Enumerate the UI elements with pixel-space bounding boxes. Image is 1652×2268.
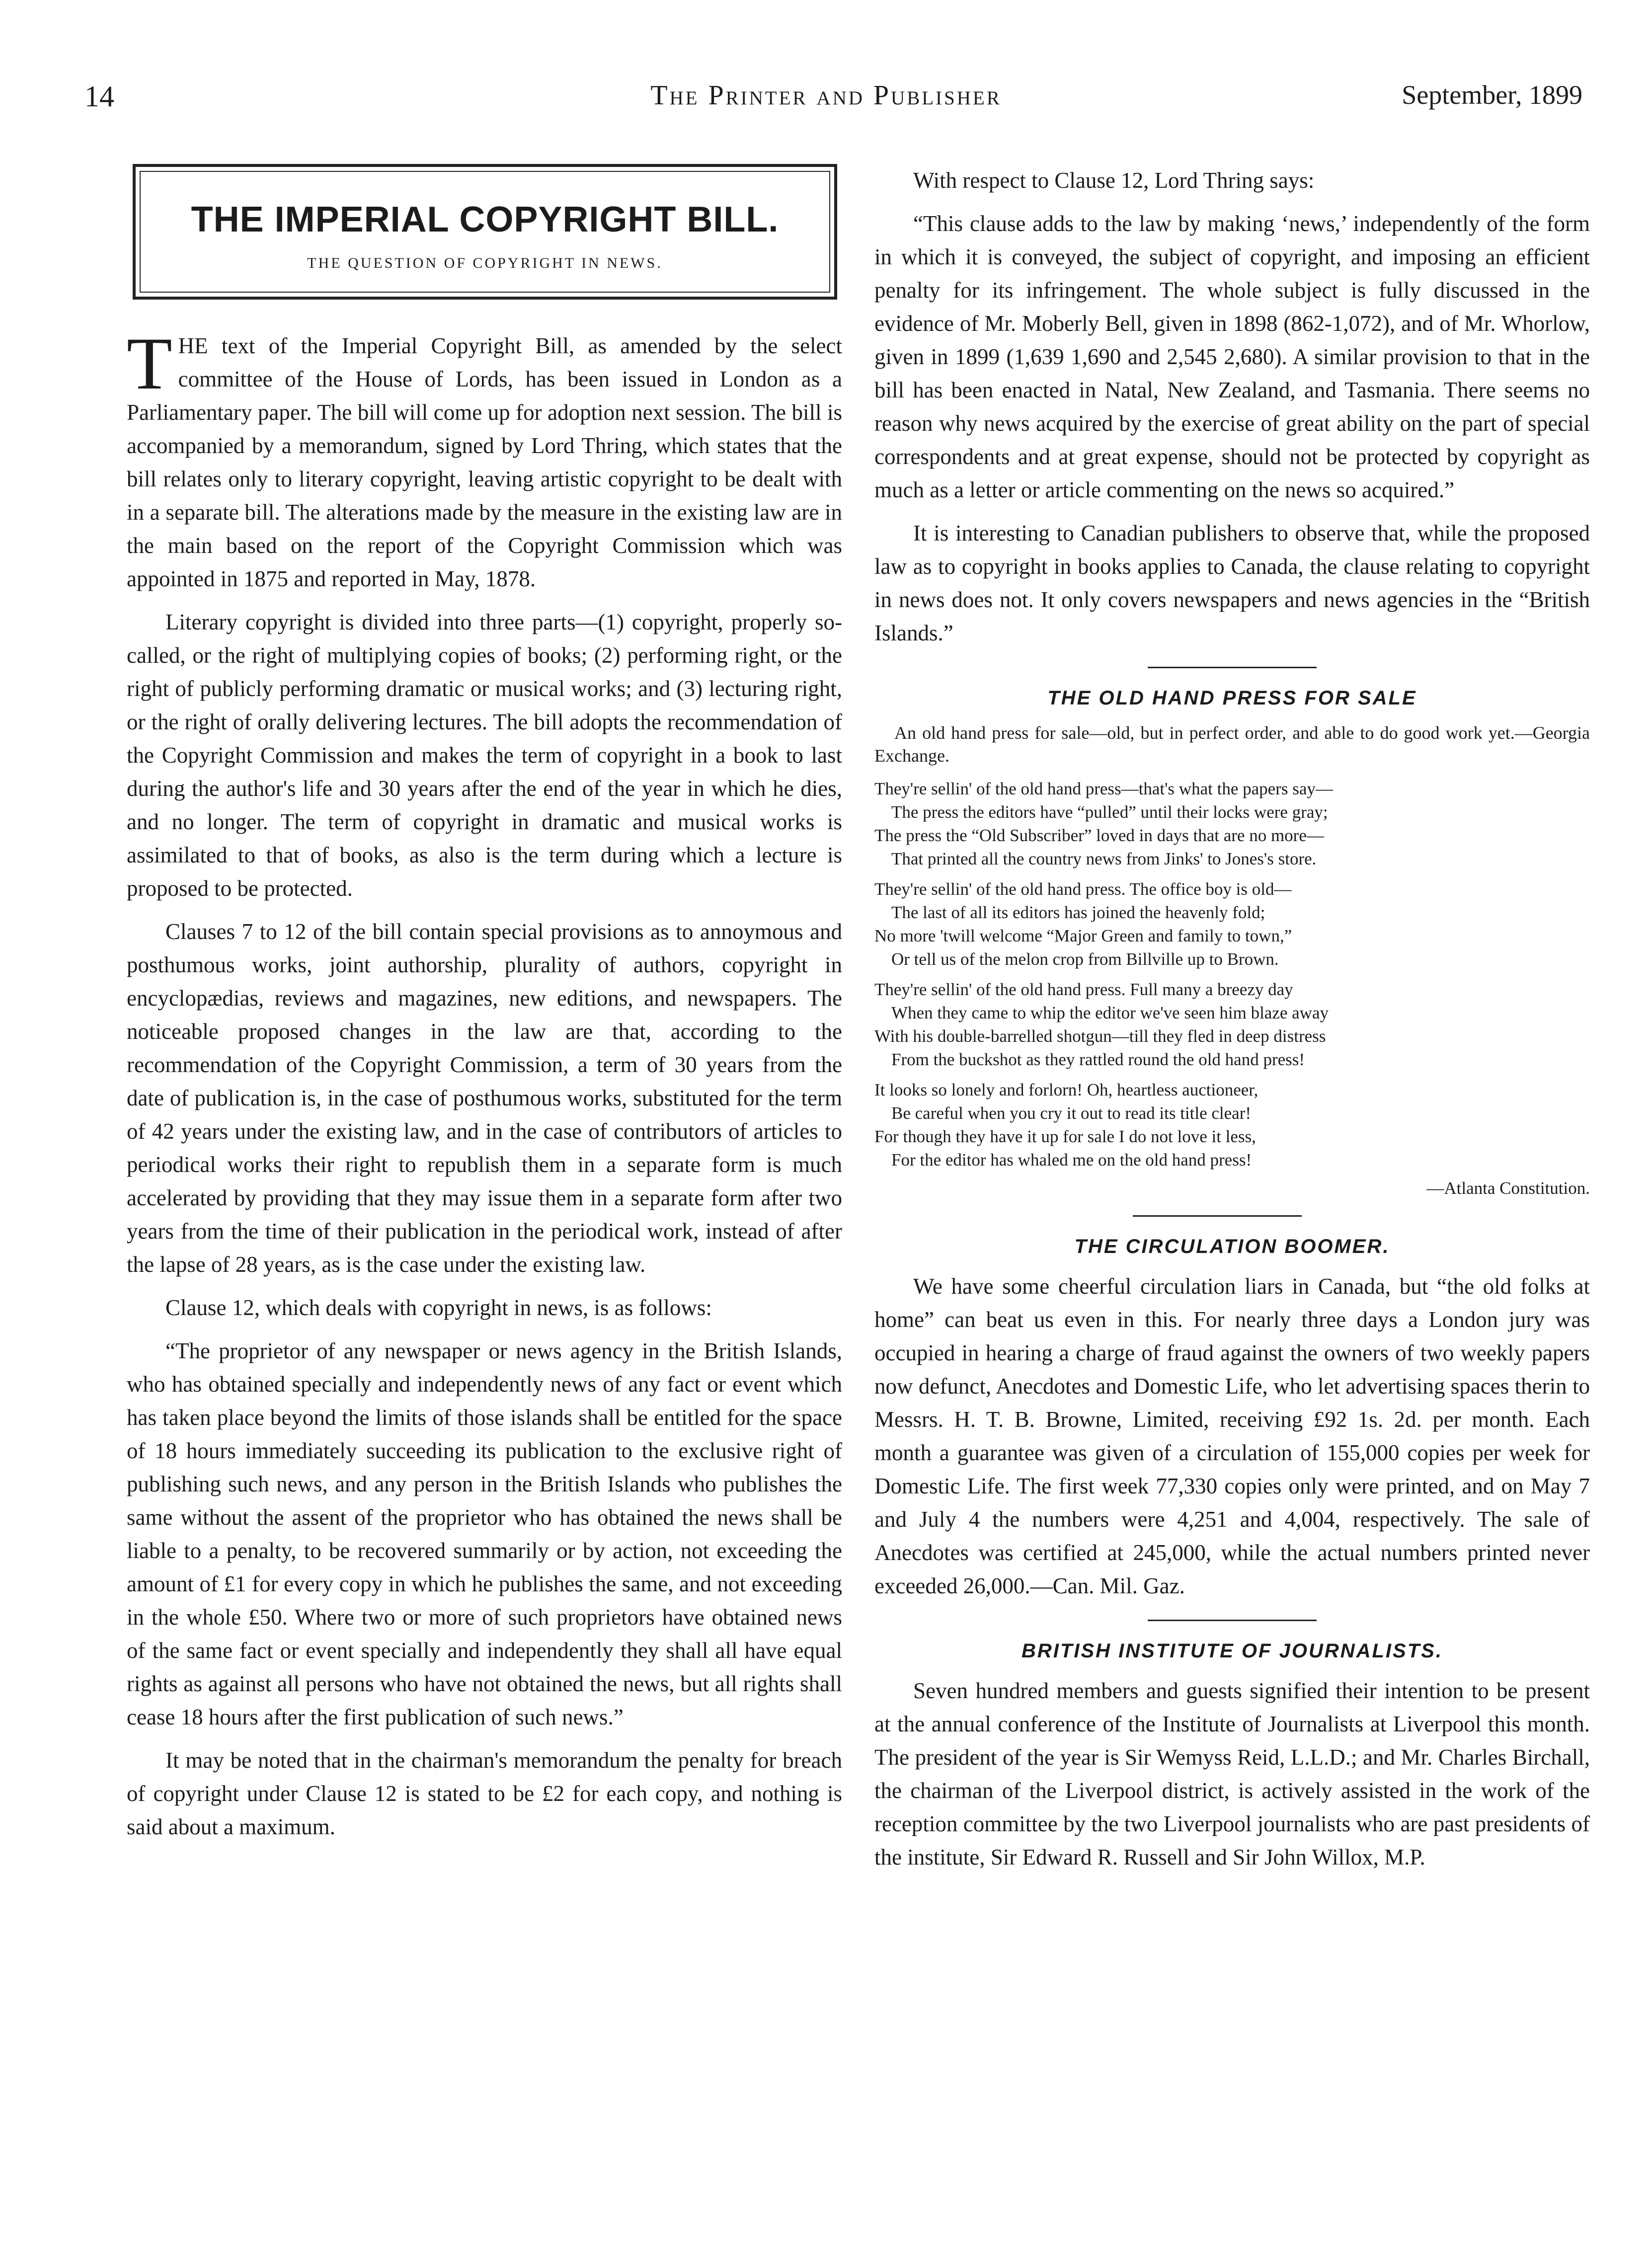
poem-stanza: [874, 877, 1590, 971]
section-divider: [1148, 667, 1317, 668]
circulation-heading: THE CIRCULATION BOOMER.: [1074, 1236, 1390, 1257]
poem-line: They're sellin' of the old hand press. Full many a breezy day: [874, 980, 1293, 999]
poem-line: For though they have it up for sale I do not love it less,: [874, 1127, 1256, 1146]
right-column: [874, 164, 1590, 1884]
article-paragraph-8: “This clause adds to the law by making ‘news,’ independently of the form in which it is conveyed, the subject of copyright, and imposing an efficient penalty for its infringement. The whole subject is fully discussed in the evidence of Mr. Moberly Bell, given in 1898 (862-1,072), and of Mr. Whorlow, given in 1899 (1,639 1,690 and 2,545 2,680). A similar provision to that in the bill has been enacted in Natal, New Zealand, and Tasmania. There seems no reason why news acquired by the exercise of great ability on the part of special correspondents and at great expense, should not be protected by copyright as much as a letter or article commenting on the news so acquired.”: [874, 211, 1590, 502]
hand-press-heading: THE OLD HAND PRESS FOR SALE: [1047, 687, 1417, 709]
article-paragraph-9: It is interesting to Canadian publishers to observe that, while the proposed law as to copyright in books applies to Canada, the clause relating to copyright in news does not. It only covers newspapers and news agencies in the “British Islands.”: [874, 521, 1590, 645]
poem-line: The last of all its editors has joined the heavenly fold;: [891, 903, 1265, 922]
poem-line: Or tell us of the melon crop from Billville up to Brown.: [891, 949, 1279, 969]
journal-title: The Printer and Publisher: [650, 80, 1002, 111]
drop-cap: T: [127, 322, 172, 405]
article-paragraph-6: It may be noted that in the chairman's memorandum the penalty for breach of copyright under Clause 12 is stated to be £2 for each copy, and nothing is said about a maximum.: [127, 1748, 842, 1839]
poem-line: When they came to whip the editor we've seen him blaze away: [891, 1003, 1329, 1022]
article-paragraph-1: [127, 322, 842, 596]
page-number: 14: [84, 80, 114, 113]
left-column: [127, 164, 842, 1854]
section-divider: [1133, 1215, 1302, 1217]
institute-paragraph: Seven hundred members and guests signified their intention to be present at the annual conference of the Institute of Journalists at Liverpool this month. The president of the year is Sir Wemyss Reid, L.L.D.; and Mr. Charles Birchall, the chairman of the Liverpool district, is actively assisted in the work of the reception committee by the two Liverpool journalists who are past presidents of the institute, Sir Edward R. Russell and Sir John Willox, M.P.: [874, 1678, 1590, 1870]
poem-line: They're sellin' of the old hand press—that's what the papers say—: [874, 779, 1333, 798]
poem-stanza: [874, 1078, 1590, 1172]
title-box-inner: [140, 171, 830, 293]
article-paragraph-3: Clauses 7 to 12 of the bill contain special provisions as to annoymous and posthumous works, joint authorship, plurality of authors, copyright in encyclopædias, reviews and magazines, new editions, and newspapers. The noticeable proposed changes in the law are that, according to the recommendation of the Copyright Commission, a term of 30 years from the date of publication is, in the case of posthumous works, substituted for the term of 42 years under the existing law, and in the case of contributors of articles to periodical works their right to republish them in a separate form is much accelerated by providing that they may issue them in a separate form after two years from the time of their publication in the periodical work, instead of after the lapse of 28 years, as is the case under the existing law.: [127, 919, 842, 1277]
article-paragraph-7: With respect to Clause 12, Lord Thring says:: [913, 168, 1315, 193]
institute-heading: BRITISH INSTITUTE OF JOURNALISTS.: [1022, 1640, 1443, 1662]
poem-line: For the editor has whaled me on the old hand press!: [891, 1150, 1252, 1170]
poem-line: With his double-barrelled shotgun—till they fled in deep distress: [874, 1026, 1326, 1046]
poem-line: They're sellin' of the old hand press. The office boy is old—: [874, 879, 1292, 899]
issue-date: September, 1899: [1402, 80, 1582, 110]
poem-line: It looks so lonely and forlorn! Oh, heartless auctioneer,: [874, 1080, 1259, 1099]
circulation-paragraph: We have some cheerful circulation liars in Canada, but “the old folks at home” can beat us even in this. For nearly three days a London jury was occupied in hearing a charge of fraud against the owners of two weekly papers now defunct, Anecdotes and Domestic Life, who let advertising spaces therin to Messrs. H. T. B. Browne, Limited, receiving £92 1s. 2d. per month. Each month a guarantee was given of a circulation of 155,000 copies per week for Domestic Life. The first week 77,330 copies only were printed, and on May 7 and July 4 the numbers were 4,251 and 4,004, respectively. The sale of Anecdotes was certified at 245,000, while the actual numbers printed never exceeded 26,000.—Can. Mil. Gaz.: [874, 1274, 1590, 1598]
poem-stanza: [874, 777, 1590, 870]
page-header: [0, 79, 1652, 119]
article-title: THE IMPERIAL COPYRIGHT BILL.: [191, 200, 779, 239]
article-paragraph-5: “The proprietor of any newspaper or news agency in the British Islands, who has obtained specially and independently news of any fact or event which has taken place beyond the limits of those islands shall be entitled for the space of 18 hours immediately succeeding its publication to the exclusive right of publishing such news, and any person in the British Islands who publishes the same without the assent of the proprietor who has obtained the news shall be liable to a penalty, to be recovered summarily or by action, not exceeding the amount of £1 for every copy in which he publishes the same, and not exceeding in the whole £50. Where two or more of such proprietors have obtained news of the same fact or event specially and independently they shall all have equal rights as against all persons who have not obtained the news, but all rights shall cease 18 hours after the first publication of such news.”: [127, 1338, 842, 1729]
article-subtitle: THE QUESTION OF COPYRIGHT IN NEWS.: [307, 255, 663, 271]
poem-line: The press the editors have “pulled” until their locks were gray;: [891, 802, 1328, 822]
poem-credit: —Atlanta Constitution.: [1426, 1178, 1590, 1198]
article-paragraph-2: Literary copyright is divided into three parts—(1) copyright, properly so-called, or the right of multiplying copies of books; (2) performing right, or the right of publicly performing dramatic or musical works; and (3) lecturing right, or the right of orally delivering lectures. The bill adopts the recommendation of the Copyright Commission and makes the term of copyright in a book to last during the author's life and 30 years after the end of the year in which he dies, and no longer. The term of copyright in dramatic and musical works is assimilated to that of books, as also is the term during which a lecture is proposed to be protected.: [127, 610, 842, 901]
poem-line: Be careful when you cry it out to read its title clear!: [891, 1103, 1252, 1123]
article-paragraph-1-text: HE text of the Imperial Copyright Bill, as amended by the select committee of the House of Lords, has been issued in London as a Parliamentary paper. The bill will come up for adoption next session. The bill is accompanied by a memorandum, signed by Lord Thring, which states that the bill relates only to literary copyright, leaving artistic copyright to be dealt with in a separate bill. The alterations made by the measure in the existing law are in the main based on the report of the Copyright Commission which was appointed in 1875 and reported in May, 1878.: [127, 333, 842, 591]
section-divider: [1148, 1620, 1317, 1621]
hand-press-intro: An old hand press for sale—old, but in perfect order, and able to do good work yet.—Georgia Exchange.: [874, 723, 1590, 766]
poem-line: No more 'twill welcome “Major Green and family to town,”: [874, 926, 1292, 945]
poem-line: The press the “Old Subscriber” loved in days that are no more—: [874, 826, 1324, 845]
poem-line: From the buckshot as they rattled round the old hand press!: [891, 1050, 1305, 1069]
article-paragraph-4: Clause 12, which deals with copyright in news, is as follows:: [165, 1295, 712, 1320]
poem-stanza: [874, 978, 1590, 1071]
poem-line: That printed all the country news from Jinks' to Jones's store.: [891, 849, 1317, 868]
title-box: [133, 164, 837, 300]
